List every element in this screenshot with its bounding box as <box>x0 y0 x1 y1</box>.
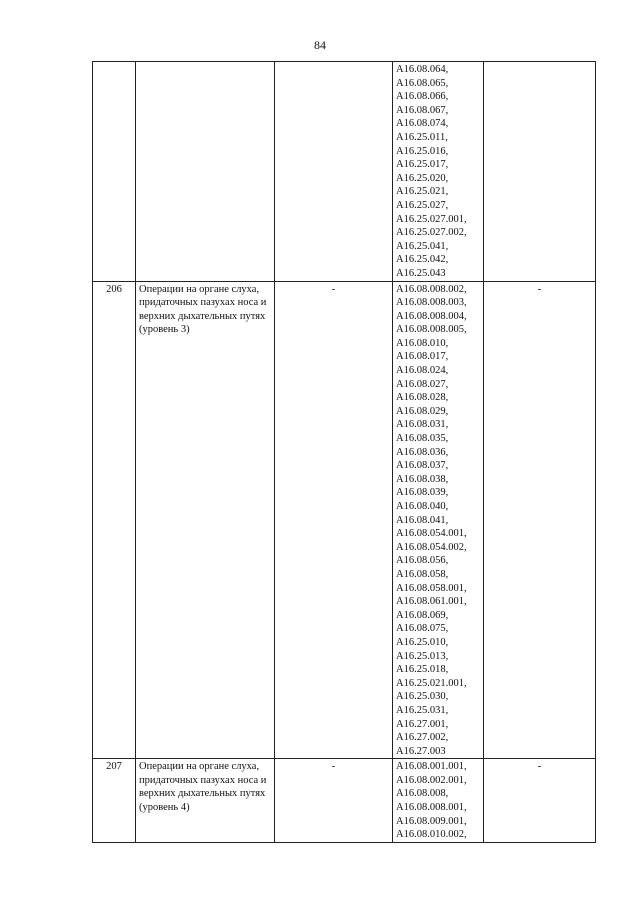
service-code: A16.08.039, <box>396 487 449 499</box>
service-code: A16.25.027.001, <box>396 213 467 225</box>
service-code: A16.27.003 <box>396 745 446 757</box>
service-code: A16.25.027, <box>396 199 449 211</box>
service-code: A16.25.017, <box>396 159 449 171</box>
service-code: A16.08.017, <box>396 351 449 363</box>
operation-name-cell <box>136 281 275 759</box>
service-code: A16.08.028, <box>396 392 449 404</box>
row-number-cell <box>93 62 136 282</box>
service-code: A16.08.009.001, <box>396 815 467 827</box>
service-code: A16.08.024, <box>396 365 449 377</box>
service-code: A16.08.061.001, <box>396 596 467 608</box>
service-code: A16.25.016, <box>396 145 449 157</box>
service-code: A16.08.067, <box>396 104 449 116</box>
service-code: A16.08.040, <box>396 501 449 512</box>
service-code: A16.08.008.001, <box>396 802 467 814</box>
table-row <box>93 281 596 759</box>
diagnosis-code-cell: - <box>275 281 393 759</box>
table-row <box>93 62 596 282</box>
operation-name-cell <box>136 759 275 843</box>
service-code: A16.08.075, <box>396 623 449 635</box>
operation-name-cell <box>136 62 275 282</box>
service-code: A16.08.054.001, <box>396 528 467 540</box>
service-code: A16.08.036, <box>396 446 449 458</box>
service-code: A16.08.065, <box>396 77 449 89</box>
service-code: A16.08.058, <box>396 568 449 580</box>
service-code: A16.08.035, <box>396 433 449 445</box>
other-criteria-cell: - <box>484 759 596 843</box>
service-code: A16.08.001.001, <box>396 761 467 773</box>
service-code: A16.08.027, <box>396 378 449 390</box>
other-criteria-cell <box>484 62 596 282</box>
table-body <box>93 62 596 843</box>
service-code: A16.25.011, <box>396 131 448 143</box>
code-table <box>92 61 596 843</box>
service-code: A16.08.064, <box>396 64 449 75</box>
other-criteria-cell: - <box>484 281 596 759</box>
service-code: A16.08.056, <box>396 555 449 567</box>
service-code: A16.25.021, <box>396 186 449 198</box>
service-code: A16.25.030, <box>396 691 449 703</box>
service-codes-cell <box>393 281 484 759</box>
row-number-cell: 206 <box>93 281 136 759</box>
service-code: A16.27.001, <box>396 718 449 730</box>
service-code: A16.25.020, <box>396 172 449 184</box>
service-code: A16.08.010.002, <box>396 829 467 841</box>
service-code: A16.08.002.001, <box>396 774 467 786</box>
service-code: A16.08.010, <box>396 337 449 349</box>
service-code: A16.08.058.001, <box>396 582 467 594</box>
service-code: A16.08.008.003, <box>396 297 467 309</box>
service-code: A16.08.041, <box>396 514 449 526</box>
operation-name: Операции на органе слуха, придаточных пазухах носа и верхних дыхательных путях (уровень 3) <box>139 283 267 336</box>
service-code: A16.08.008.004, <box>396 310 467 322</box>
service-code: A16.25.013, <box>396 650 449 662</box>
service-code: A16.25.043 <box>396 267 446 279</box>
service-codes-cell <box>393 759 484 843</box>
service-code: A16.08.008, <box>396 788 449 800</box>
service-code: A16.08.054.002, <box>396 541 467 553</box>
diagnosis-code-cell <box>275 62 393 282</box>
service-code: A16.08.066, <box>396 91 449 103</box>
service-code: A16.25.042, <box>396 254 449 266</box>
service-codes-cell <box>393 62 484 282</box>
service-code: A16.25.021.001, <box>396 677 467 689</box>
service-code: A16.25.010, <box>396 636 449 648</box>
service-code: A16.25.031, <box>396 704 449 716</box>
service-code: A16.08.074, <box>396 118 449 130</box>
service-code: A16.08.029, <box>396 405 449 417</box>
service-code: A16.25.027.002, <box>396 227 467 239</box>
service-code: A16.08.008.002, <box>396 283 467 295</box>
page-number: 84 <box>314 38 326 52</box>
service-code: A16.27.002, <box>396 732 449 744</box>
service-code: A16.25.018, <box>396 664 449 676</box>
row-number-cell: 207 <box>93 759 136 843</box>
service-code: A16.25.041, <box>396 240 449 252</box>
table-row <box>93 759 596 843</box>
diagnosis-code-cell: - <box>275 759 393 843</box>
service-code: A16.08.069, <box>396 609 449 621</box>
operation-name: Операции на органе слуха, придаточных пазухах носа и верхних дыхательных путях (уровень 4) <box>139 761 267 814</box>
service-code: A16.08.037, <box>396 460 449 472</box>
service-code: A16.08.008.005, <box>396 324 467 336</box>
service-code: A16.08.031, <box>396 419 449 431</box>
service-code: A16.08.038, <box>396 473 449 485</box>
